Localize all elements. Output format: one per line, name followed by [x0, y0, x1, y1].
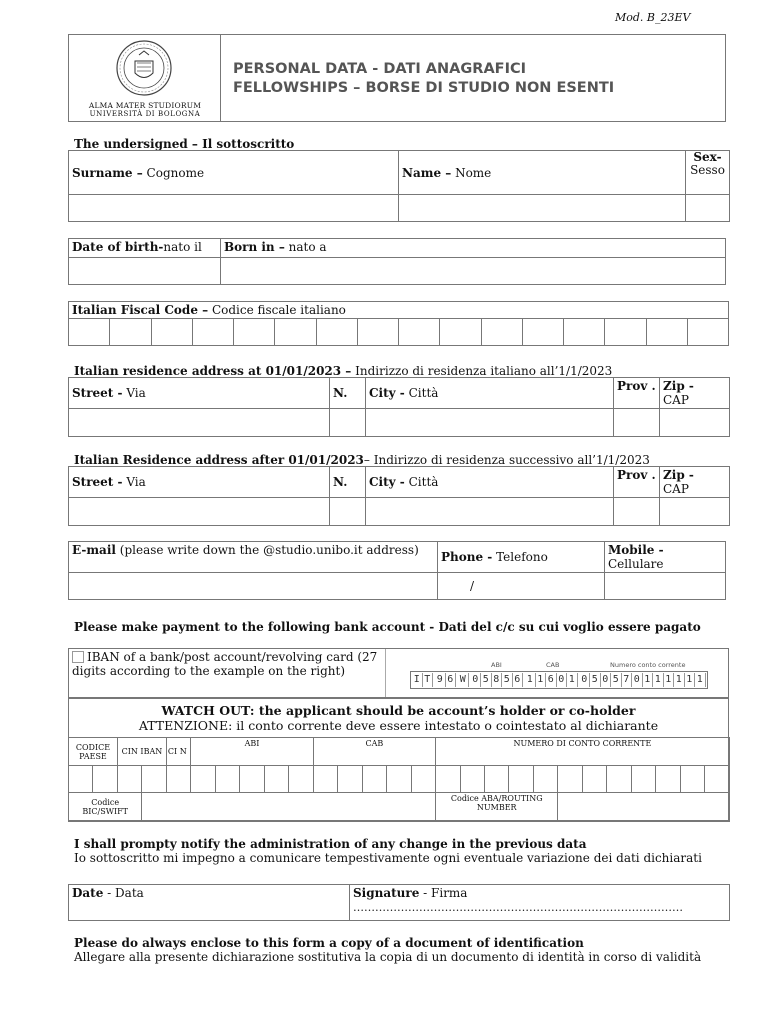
- fiscal-code-cell[interactable]: [275, 319, 316, 346]
- fiscal-code-cell[interactable]: [605, 319, 646, 346]
- fiscal-code-cell[interactable]: [646, 319, 687, 346]
- fiscal-code-cell[interactable]: [399, 319, 440, 346]
- iban-digit-cell[interactable]: [607, 766, 631, 793]
- iban-example-digit: 8: [492, 673, 503, 687]
- form-code: Mod. B_23EV: [615, 11, 691, 24]
- prov-label: Prov .: [614, 467, 660, 498]
- email-field[interactable]: [69, 573, 438, 600]
- iban-digit-cell[interactable]: [509, 766, 533, 793]
- iban-example-digit: T: [423, 673, 434, 687]
- fiscal-code-label: Italian Fiscal Code – Codice fiscale italiano: [69, 302, 729, 319]
- iban-digit-cell[interactable]: [215, 766, 239, 793]
- fiscal-code-cell[interactable]: [69, 319, 110, 346]
- undersigned-heading: The undersigned – Il sottoscritto: [74, 137, 295, 151]
- mobile-label: Mobile - Cellulare: [605, 542, 726, 573]
- city-label: City - Città: [366, 467, 614, 498]
- zip-label: Zip - CAP: [660, 467, 730, 498]
- fiscal-code-cell[interactable]: [357, 319, 398, 346]
- email-label: E-mail (please write down the @studio.unibo.it address): [69, 542, 438, 573]
- zip-field[interactable]: [660, 498, 730, 526]
- example-abi-label: ABI: [491, 661, 502, 669]
- iban-example-digit: 1: [525, 673, 536, 687]
- iban-digit-cell[interactable]: [117, 766, 141, 793]
- iban-digit-cell[interactable]: [631, 766, 655, 793]
- fiscal-code-cell[interactable]: [110, 319, 151, 346]
- iban-checkbox[interactable]: [72, 651, 84, 663]
- iban-digit-cell[interactable]: [582, 766, 606, 793]
- bic-field[interactable]: [142, 793, 436, 822]
- iban-example-digit: I: [412, 673, 423, 687]
- contact-table: [68, 541, 726, 600]
- iban-digit-cell[interactable]: [93, 766, 117, 793]
- watch-out-en: WATCH OUT: the applicant should be account’s holder or co-holder: [161, 703, 636, 718]
- university-seal-icon: [115, 39, 173, 97]
- iban-digit-cell[interactable]: [411, 766, 435, 793]
- iban-digit-cell[interactable]: [191, 766, 215, 793]
- residence-1-table: [68, 377, 730, 437]
- iban-example-digit: 6: [546, 673, 557, 687]
- iban-digit-cell[interactable]: [142, 766, 166, 793]
- iban-example-digit: 1: [567, 673, 578, 687]
- date-field[interactable]: Date - Data: [69, 885, 350, 921]
- street-label: Street - Via: [69, 378, 330, 409]
- iban-digit-cell[interactable]: [436, 766, 460, 793]
- iban-grid: [68, 737, 730, 822]
- city-field[interactable]: [366, 409, 614, 437]
- street-field[interactable]: [69, 498, 330, 526]
- iban-example-digit: 5: [502, 673, 513, 687]
- phone-label: Phone - Telefono: [438, 542, 605, 573]
- iban-digit-cell[interactable]: [485, 766, 509, 793]
- fiscal-code-cell[interactable]: [481, 319, 522, 346]
- enclose-heading: Please do always enclose to this form a copy of a document of identification: [74, 936, 584, 950]
- iban-example-digit: 5: [481, 673, 492, 687]
- mobile-field[interactable]: [605, 573, 726, 600]
- fiscal-code-cell[interactable]: [151, 319, 192, 346]
- form-title-2: FELLOWSHIPS – BORSE DI STUDIO NON ESENTI: [233, 80, 615, 96]
- iban-example-digit: 5: [590, 673, 601, 687]
- enclose-text: Allegare alla presente dichiarazione sostitutiva la copia di un documento di identità in corso di validità: [74, 950, 702, 964]
- fiscal-code-cell[interactable]: [440, 319, 481, 346]
- col-cin-iban: CIN IBAN: [117, 738, 166, 766]
- example-numero-label: Numero conto corrente: [610, 661, 686, 669]
- name-field[interactable]: [399, 195, 686, 222]
- iban-example-digit: 1: [653, 673, 664, 687]
- col-codice-paese: CODICE PAESE: [69, 738, 118, 766]
- iban-example-digit: 9: [435, 673, 446, 687]
- prov-field[interactable]: [614, 409, 660, 437]
- iban-digit-cell[interactable]: [313, 766, 337, 793]
- iban-example-digit: 1: [695, 673, 706, 687]
- fiscal-code-cell[interactable]: [316, 319, 357, 346]
- fiscal-code-table: [68, 301, 729, 346]
- surname-label: Surname – Cognome: [69, 151, 399, 195]
- iban-example-digit: 6: [446, 673, 457, 687]
- residence-2-table: [68, 466, 730, 526]
- iban-digit-cell[interactable]: [338, 766, 362, 793]
- iban-example-digit: 0: [471, 673, 482, 687]
- col-abi: ABI: [191, 738, 313, 766]
- col-cab: CAB: [313, 738, 435, 766]
- iban-example-digit: 1: [674, 673, 685, 687]
- prov-label: Prov .: [614, 378, 660, 409]
- col-cin: CI N: [166, 738, 190, 766]
- zip-field[interactable]: [660, 409, 730, 437]
- city-field[interactable]: [366, 498, 614, 526]
- iban-example-digit: 1: [643, 673, 654, 687]
- example-cab-label: CAB: [546, 661, 560, 669]
- iban-digit-cell[interactable]: [166, 766, 190, 793]
- iban-digit-cell[interactable]: [387, 766, 411, 793]
- iban-example-digit: 0: [601, 673, 612, 687]
- logo-area: [69, 35, 221, 121]
- iban-digit-cell[interactable]: [533, 766, 557, 793]
- iban-example-digit: 1: [664, 673, 675, 687]
- born-in-label: Born in – nato a: [221, 239, 726, 258]
- prov-field[interactable]: [614, 498, 660, 526]
- iban-example-digit: 7: [622, 673, 633, 687]
- watch-out-it: ATTENZIONE: il conto corrente deve essere intestato o cointestato al dichiarante: [138, 718, 659, 733]
- iban-digit-cell[interactable]: [289, 766, 313, 793]
- iban-box: [68, 648, 729, 698]
- iban-description: IBAN of a bank/post account/revolving card (27 digits according to the example on the right): [72, 650, 378, 678]
- date-of-birth-label: Date of birth-nato il: [69, 239, 221, 258]
- notify-heading: I shall prompty notify the administration of any change in the previous data: [74, 837, 587, 851]
- zip-label: Zip - CAP: [660, 378, 730, 409]
- street-field[interactable]: [69, 409, 330, 437]
- iban-digit-cell[interactable]: [705, 766, 730, 793]
- residence-2-heading: Italian Residence address after 01/01/2023– Indirizzo di residenza successivo all’1/1/2023: [74, 453, 650, 467]
- col-numero-conto: NUMERO DI CONTO CORRENTE: [436, 738, 730, 766]
- aba-field[interactable]: [558, 793, 729, 822]
- sex-field[interactable]: [686, 195, 730, 222]
- bic-label: Codice BIC/SWIFT: [69, 793, 142, 822]
- iban-example-digit: 0: [632, 673, 643, 687]
- iban-example: [385, 649, 728, 697]
- number-label: N.: [330, 378, 366, 409]
- signature-table: [68, 884, 730, 921]
- iban-example-digit: 0: [557, 673, 568, 687]
- birth-table: [68, 238, 726, 285]
- bank-heading: Please make payment to the following bank account - Dati del c/c su cui voglio essere pagato: [74, 620, 701, 634]
- iban-digit-cell[interactable]: [656, 766, 680, 793]
- fiscal-code-cell[interactable]: [192, 319, 233, 346]
- fiscal-code-cell[interactable]: [234, 319, 275, 346]
- iban-example-digit: 1: [536, 673, 547, 687]
- aba-label: Codice ABA/ROUTING NUMBER: [436, 793, 558, 822]
- fiscal-code-cell[interactable]: [522, 319, 563, 346]
- fiscal-code-cell[interactable]: [564, 319, 605, 346]
- logo-line-2: UNIVERSITÀ DI BOLOGNA: [89, 110, 201, 118]
- iban-example-digit: 6: [513, 673, 524, 687]
- iban-example-digit: 5: [611, 673, 622, 687]
- notify-text: Io sottoscritto mi impegno a comunicare tempestivamente ogni eventuale variazione dei dati dichiarati: [74, 851, 702, 865]
- date-of-birth-field[interactable]: [69, 258, 221, 285]
- name-label: Name – Nome: [399, 151, 686, 195]
- born-in-field[interactable]: [221, 258, 726, 285]
- iban-digit-cell[interactable]: [460, 766, 484, 793]
- iban-example-digits: [410, 671, 708, 689]
- iban-digit-cell[interactable]: [264, 766, 288, 793]
- phone-field[interactable]: /: [438, 573, 605, 600]
- header-box: [68, 34, 726, 122]
- surname-field[interactable]: [69, 195, 399, 222]
- sex-label: Sex- Sesso: [686, 151, 730, 195]
- iban-digit-cell[interactable]: [362, 766, 386, 793]
- number-field[interactable]: [330, 409, 366, 437]
- fiscal-code-cell[interactable]: [687, 319, 728, 346]
- iban-digit-cell[interactable]: [680, 766, 704, 793]
- number-label: N.: [330, 467, 366, 498]
- undersigned-table: [68, 150, 730, 222]
- iban-example-digit: 0: [580, 673, 591, 687]
- residence-1-heading: Italian residence address at 01/01/2023 – Indirizzo di residenza italiano all’1/1/2023: [74, 364, 613, 378]
- form-title-1: PERSONAL DATA - DATI ANAGRAFICI: [233, 61, 527, 77]
- iban-example-digit: W: [458, 673, 469, 687]
- street-label: Street - Via: [69, 467, 330, 498]
- logo-line-1: ALMA MATER STUDIORUM: [88, 101, 202, 110]
- number-field[interactable]: [330, 498, 366, 526]
- signature-field[interactable]: Signature - Firma ………………………………………………………………………………: [350, 885, 730, 921]
- city-label: City - Città: [366, 378, 614, 409]
- iban-example-digit: 1: [685, 673, 696, 687]
- iban-digit-cell[interactable]: [558, 766, 582, 793]
- iban-digit-cell[interactable]: [69, 766, 93, 793]
- iban-digit-cell[interactable]: [240, 766, 264, 793]
